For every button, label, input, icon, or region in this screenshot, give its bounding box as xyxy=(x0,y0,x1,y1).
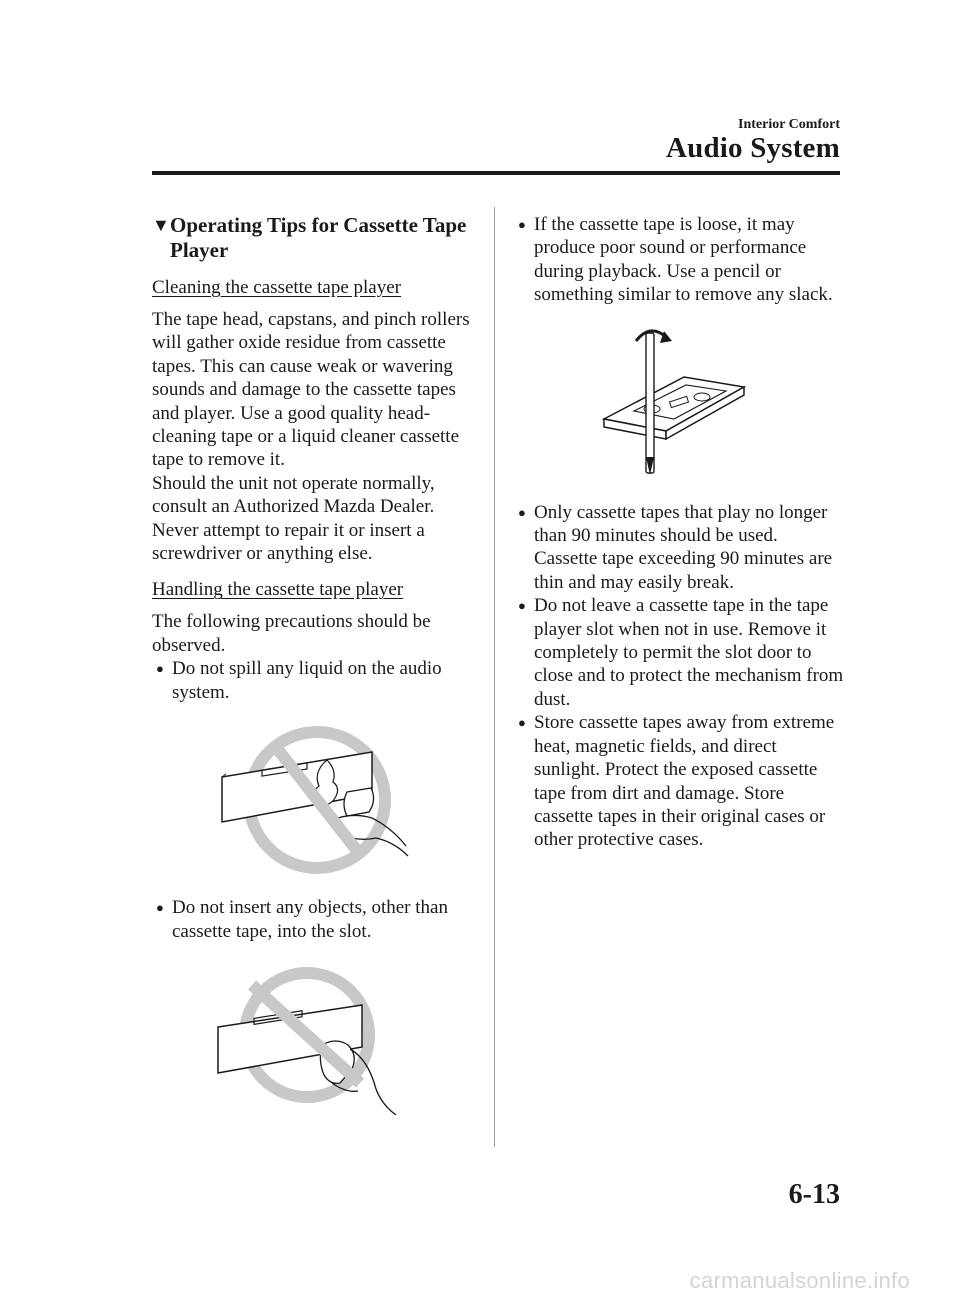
cassette-pencil-illustration xyxy=(594,327,764,477)
bullet-text: Store cassette tapes away from extreme heat, magnetic fields, and direct sunlight. Protect the exposed cassette tape from dirt and damage. Store cassette tapes in their original cases or other protective cases. xyxy=(534,712,835,851)
no-objects-illustration xyxy=(212,965,412,1115)
right-column xyxy=(514,213,844,852)
column-divider xyxy=(494,207,495,1147)
no-liquid-illustration xyxy=(212,722,412,882)
bullet-text: Do not spill any liquid on the audio system. xyxy=(172,658,442,703)
left-column xyxy=(152,213,472,1115)
heading-text: Operating Tips for Cassette Tape Player xyxy=(170,213,467,262)
watermark-text[interactable]: carmanualsonline.info xyxy=(689,1268,910,1293)
list-item xyxy=(514,501,844,595)
bullet-icon: ● xyxy=(518,504,526,520)
footer-watermark xyxy=(0,1266,960,1293)
subheading-handling: Handling the cassette tape player xyxy=(152,579,404,601)
page-number: 6-13 xyxy=(788,1179,840,1210)
header-rule xyxy=(152,171,840,175)
page-title: Audio System xyxy=(665,132,840,164)
bullet-icon: ● xyxy=(156,661,164,677)
list-item xyxy=(514,213,844,307)
bullet-text: If the cassette tape is loose, it may produce poor sound or performance during playback. Use a pencil or something similar to remove any slack. xyxy=(534,214,833,306)
list-item xyxy=(152,896,472,943)
section-label: Interior Comfort xyxy=(738,117,840,132)
list-item xyxy=(152,657,472,704)
paragraph-dealer: Should the unit not operate normally, consult an Authorized Mazda Dealer. Never attempt to repair it or insert a screwdriver or anything else. xyxy=(152,472,435,565)
bullet-text: Do not leave a cassette tape in the tape player slot when not in use. Remove it completely to permit the slot door to close and to protect the mechanism from dust. xyxy=(534,595,844,710)
bullet-text: Do not insert any objects, other than cassette tape, into the slot. xyxy=(172,897,448,942)
list-item xyxy=(514,594,844,711)
bullet-icon: ● xyxy=(156,900,164,916)
subheading-cleaning: Cleaning the cassette tape player xyxy=(152,277,402,298)
section-heading xyxy=(152,213,472,263)
bullet-icon: ● xyxy=(518,217,526,232)
bullet-icon: ● xyxy=(518,598,526,614)
paragraph-precautions: The following precautions should be observed. xyxy=(152,611,431,656)
bullet-text: Only cassette tapes that play no longer than 90 minutes should be used. Cassette tape exceeding 90 minutes are thin and may easily break. xyxy=(534,501,833,593)
paragraph-cleaning: The tape head, capstans, and pinch rollers will gather oxide residue from cassette tapes. This can cause weak or wavering sounds and damage to the cassette tapes and player. Use a good quality head-cleaning tape or a liquid cleaner cassette tape to remove it. xyxy=(152,309,470,471)
bullet-icon: ● xyxy=(518,715,526,731)
list-item xyxy=(514,711,844,851)
heading-triangle-icon: ▼ xyxy=(152,215,170,235)
